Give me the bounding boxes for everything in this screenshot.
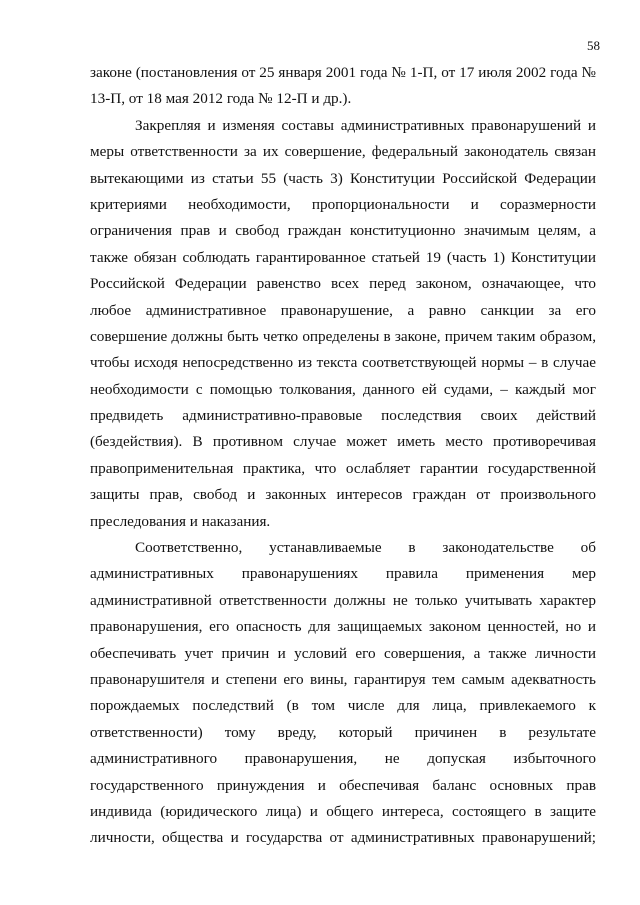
text-line: также обязан соблюдать гарантированное статьей 19 (часть 1) Конституции [90, 248, 596, 266]
text-line: чтобы исходя непосредственно из текста соответствующей нормы – в случае [90, 354, 596, 372]
text-line: преследования и наказания. [90, 512, 271, 530]
text-line: любое административное правонарушение, а равно санкции за его [90, 301, 596, 319]
text-line: индивида (юридического лица) и общего интереса, состоящего в защите [90, 802, 596, 820]
text-line: порождаемых последствий (в том числе для лица, привлекаемого к [90, 697, 596, 715]
text-line: вытекающими из статьи 55 (часть 3) Конституции Российской Федерации [90, 169, 596, 187]
text-line: ограничения прав и свобод граждан конституционно значимым целям, а [90, 222, 596, 240]
text-line: правонарушителя и степени его вины, гарантируя тем самым адекватность [90, 670, 596, 688]
paragraph-2 [90, 113, 596, 535]
text-line: ответственности) тому вреду, который причинен в результате [90, 723, 596, 741]
text-line: критериями необходимости, пропорциональности и соразмерности [90, 195, 596, 213]
text-line: (бездействия). В противном случае может иметь место противоречивая [90, 433, 596, 451]
text-line: законе (постановления от 25 января 2001 года № 1-П, от 17 июля 2002 года № [90, 64, 596, 81]
text-line: правонарушения, его опасность для защищаемых законом ценностей, но и [90, 618, 596, 636]
text-line: административного правонарушения, не допуская избыточного [90, 750, 596, 768]
text-line: предвидеть административно-правовые последствия своих действий [90, 407, 596, 425]
text-line: государственного принуждения и обеспечивая баланс основных прав [90, 776, 596, 794]
text-line: Соответственно, устанавливаемые в законодательстве об [135, 539, 596, 557]
paragraph-1 [90, 60, 596, 113]
text-line: совершение должны быть четко определены в законе, причем таким образом, [90, 327, 596, 345]
document-body [90, 60, 596, 852]
text-line: Закрепляя и изменяя составы административных правонарушений и [135, 116, 596, 134]
text-line: административной ответственности должны не только учитывать характер [90, 591, 596, 609]
text-line: личности, общества и государства от административных правонарушений; [90, 829, 596, 847]
text-line: Российской Федерации равенство всех перед законом, означающее, что [90, 275, 596, 293]
text-line: правоприменительная практика, что ослабляет гарантии государственной [90, 459, 596, 477]
page-number: 58 [587, 38, 600, 53]
text-line: защиты прав, свобод и законных интересов граждан от произвольного [90, 486, 596, 504]
text-line: административных правонарушениях правила применения мер [90, 565, 596, 583]
text-line: необходимости с помощью толкования, данного ей судами, – каждый мог [90, 380, 596, 398]
text-line: меры ответственности за их совершение, федеральный законодатель связан [90, 143, 596, 161]
text-line: обеспечивать учет причин и условий его совершения, а также личности [90, 644, 596, 662]
paragraph-3 [90, 535, 596, 852]
text-line: 13-П, от 18 мая 2012 года № 12-П и др.). [90, 90, 352, 108]
